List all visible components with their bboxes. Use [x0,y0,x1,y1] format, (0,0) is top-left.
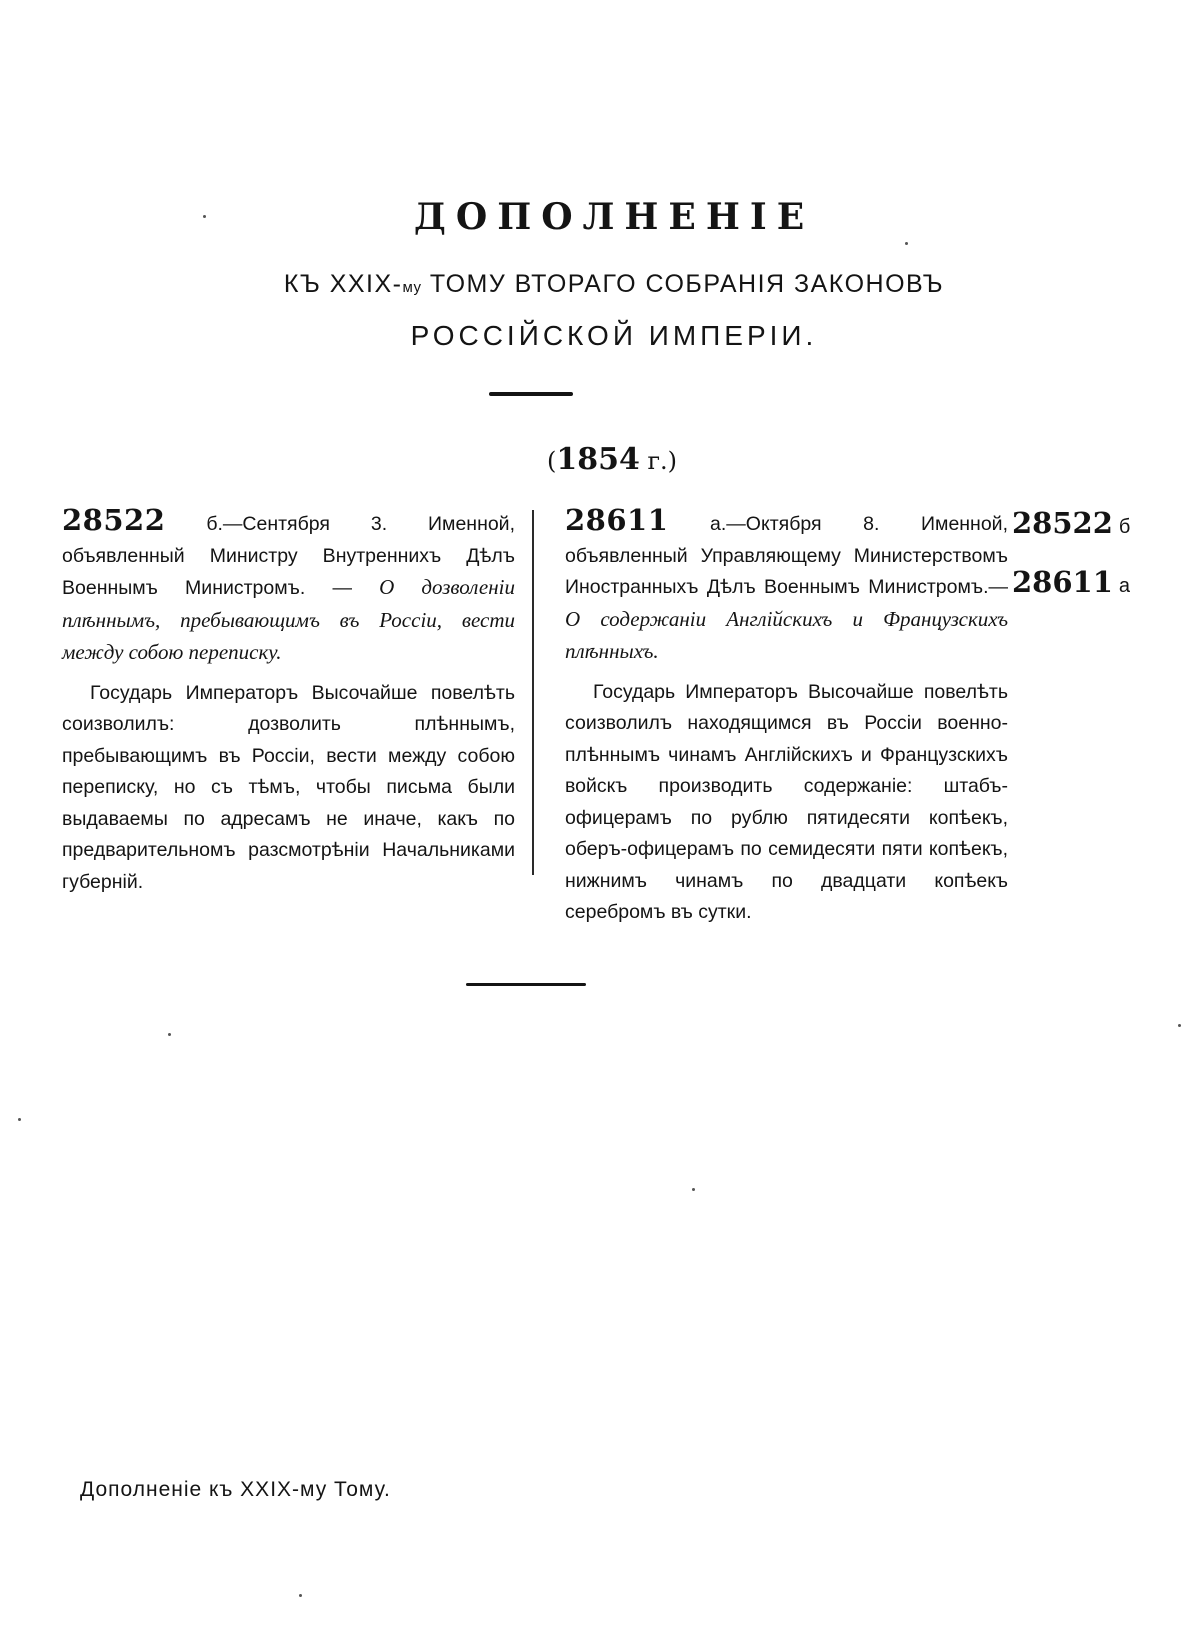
scan-speck [299,1594,302,1597]
year-number: 1854 [556,442,640,477]
bottom-rule-divider [466,983,586,986]
margin-index-number: 28522 [1012,506,1113,540]
right-entry-subject: О содержаніи Англійскихъ и Французскихъ плѣнныхъ. [565,606,1008,663]
margin-index-item [1012,506,1130,540]
scan-speck [203,215,206,218]
left-entry-subject: О дозволеніи плѣннымъ, пребывающимъ въ Россіи, вести между собою переписку. [62,575,515,664]
left-entry-heading [62,505,515,670]
left-entry-number: 28522 [62,503,166,537]
right-entry-heading [565,505,1008,669]
margin-index-suffix: б [1118,516,1131,538]
right-column-entry [565,505,1008,929]
left-entry-body: Государь Императоръ Высочайше повелѣть соизволилъ: дозволить плѣннымъ, пребывающимъ въ Россіи, вести между собою переписку, но съ тѣмъ, чтобы письма были выдаваемы по адресамъ не иначе, какъ по предварительномъ разсмотрѣніи Начальниками губерній. [62,681,515,893]
page-subtitle-line2: РОССІЙСКОЙ ИМПЕРІИ. [410,320,818,351]
year-open: ( [546,447,557,475]
right-entry-head-text: а.—Октября 8. Именной, объявленный Управляющему Министерствомъ Иностранныхъ Дѣлъ Военнымъ Министромъ.— [565,513,1008,598]
margin-index-suffix: а [1118,575,1131,597]
scan-speck [168,1033,171,1036]
year-heading [12,442,1200,477]
scan-speck [692,1188,695,1191]
left-column-entry [62,505,515,898]
margin-index-number: 28611 [1012,565,1113,599]
subtitle-rest: ТОМУ ВТОРАГО СОБРАНІЯ ЗАКОНОВЪ [421,270,945,298]
right-entry-number: 28611 [565,503,669,537]
right-entry-body: Государь Императоръ Высочайше повелѣть соизволилъ находящимся въ Россіи военно-плѣннымъ чинамъ Англійскихъ и Французскихъ войскъ производить содержаніе: штабъ-офицерамъ по рублю пятидесяти копѣекъ, оберъ-офицерамъ по семидесяти пяти копѣекъ, нижнимъ чинамъ по двадцати копѣекъ серебромъ въ сутки. [565,680,1008,923]
page-subtitle [14,270,1200,299]
subtitle-suffix-small: му [402,279,422,296]
column-divider [532,510,534,875]
scan-speck [1178,1024,1181,1027]
margin-index-item [1012,565,1130,599]
page-title: ДОПОЛНЕНІЕ [413,196,815,238]
scan-speck [905,242,908,245]
scan-speck [18,1118,21,1121]
page-footer-signature: Дополненіе къ XXIX-му Тому. [80,1478,391,1501]
year-close: г.) [639,447,678,475]
left-entry-head-text: б.—Сентября 3. Именной, объявленный Министру Внутреннихъ Дѣлъ Военнымъ Министромъ. — [62,513,515,599]
subtitle-prefix: КЪ XXIX- [283,270,403,298]
top-rule-divider [489,392,573,396]
